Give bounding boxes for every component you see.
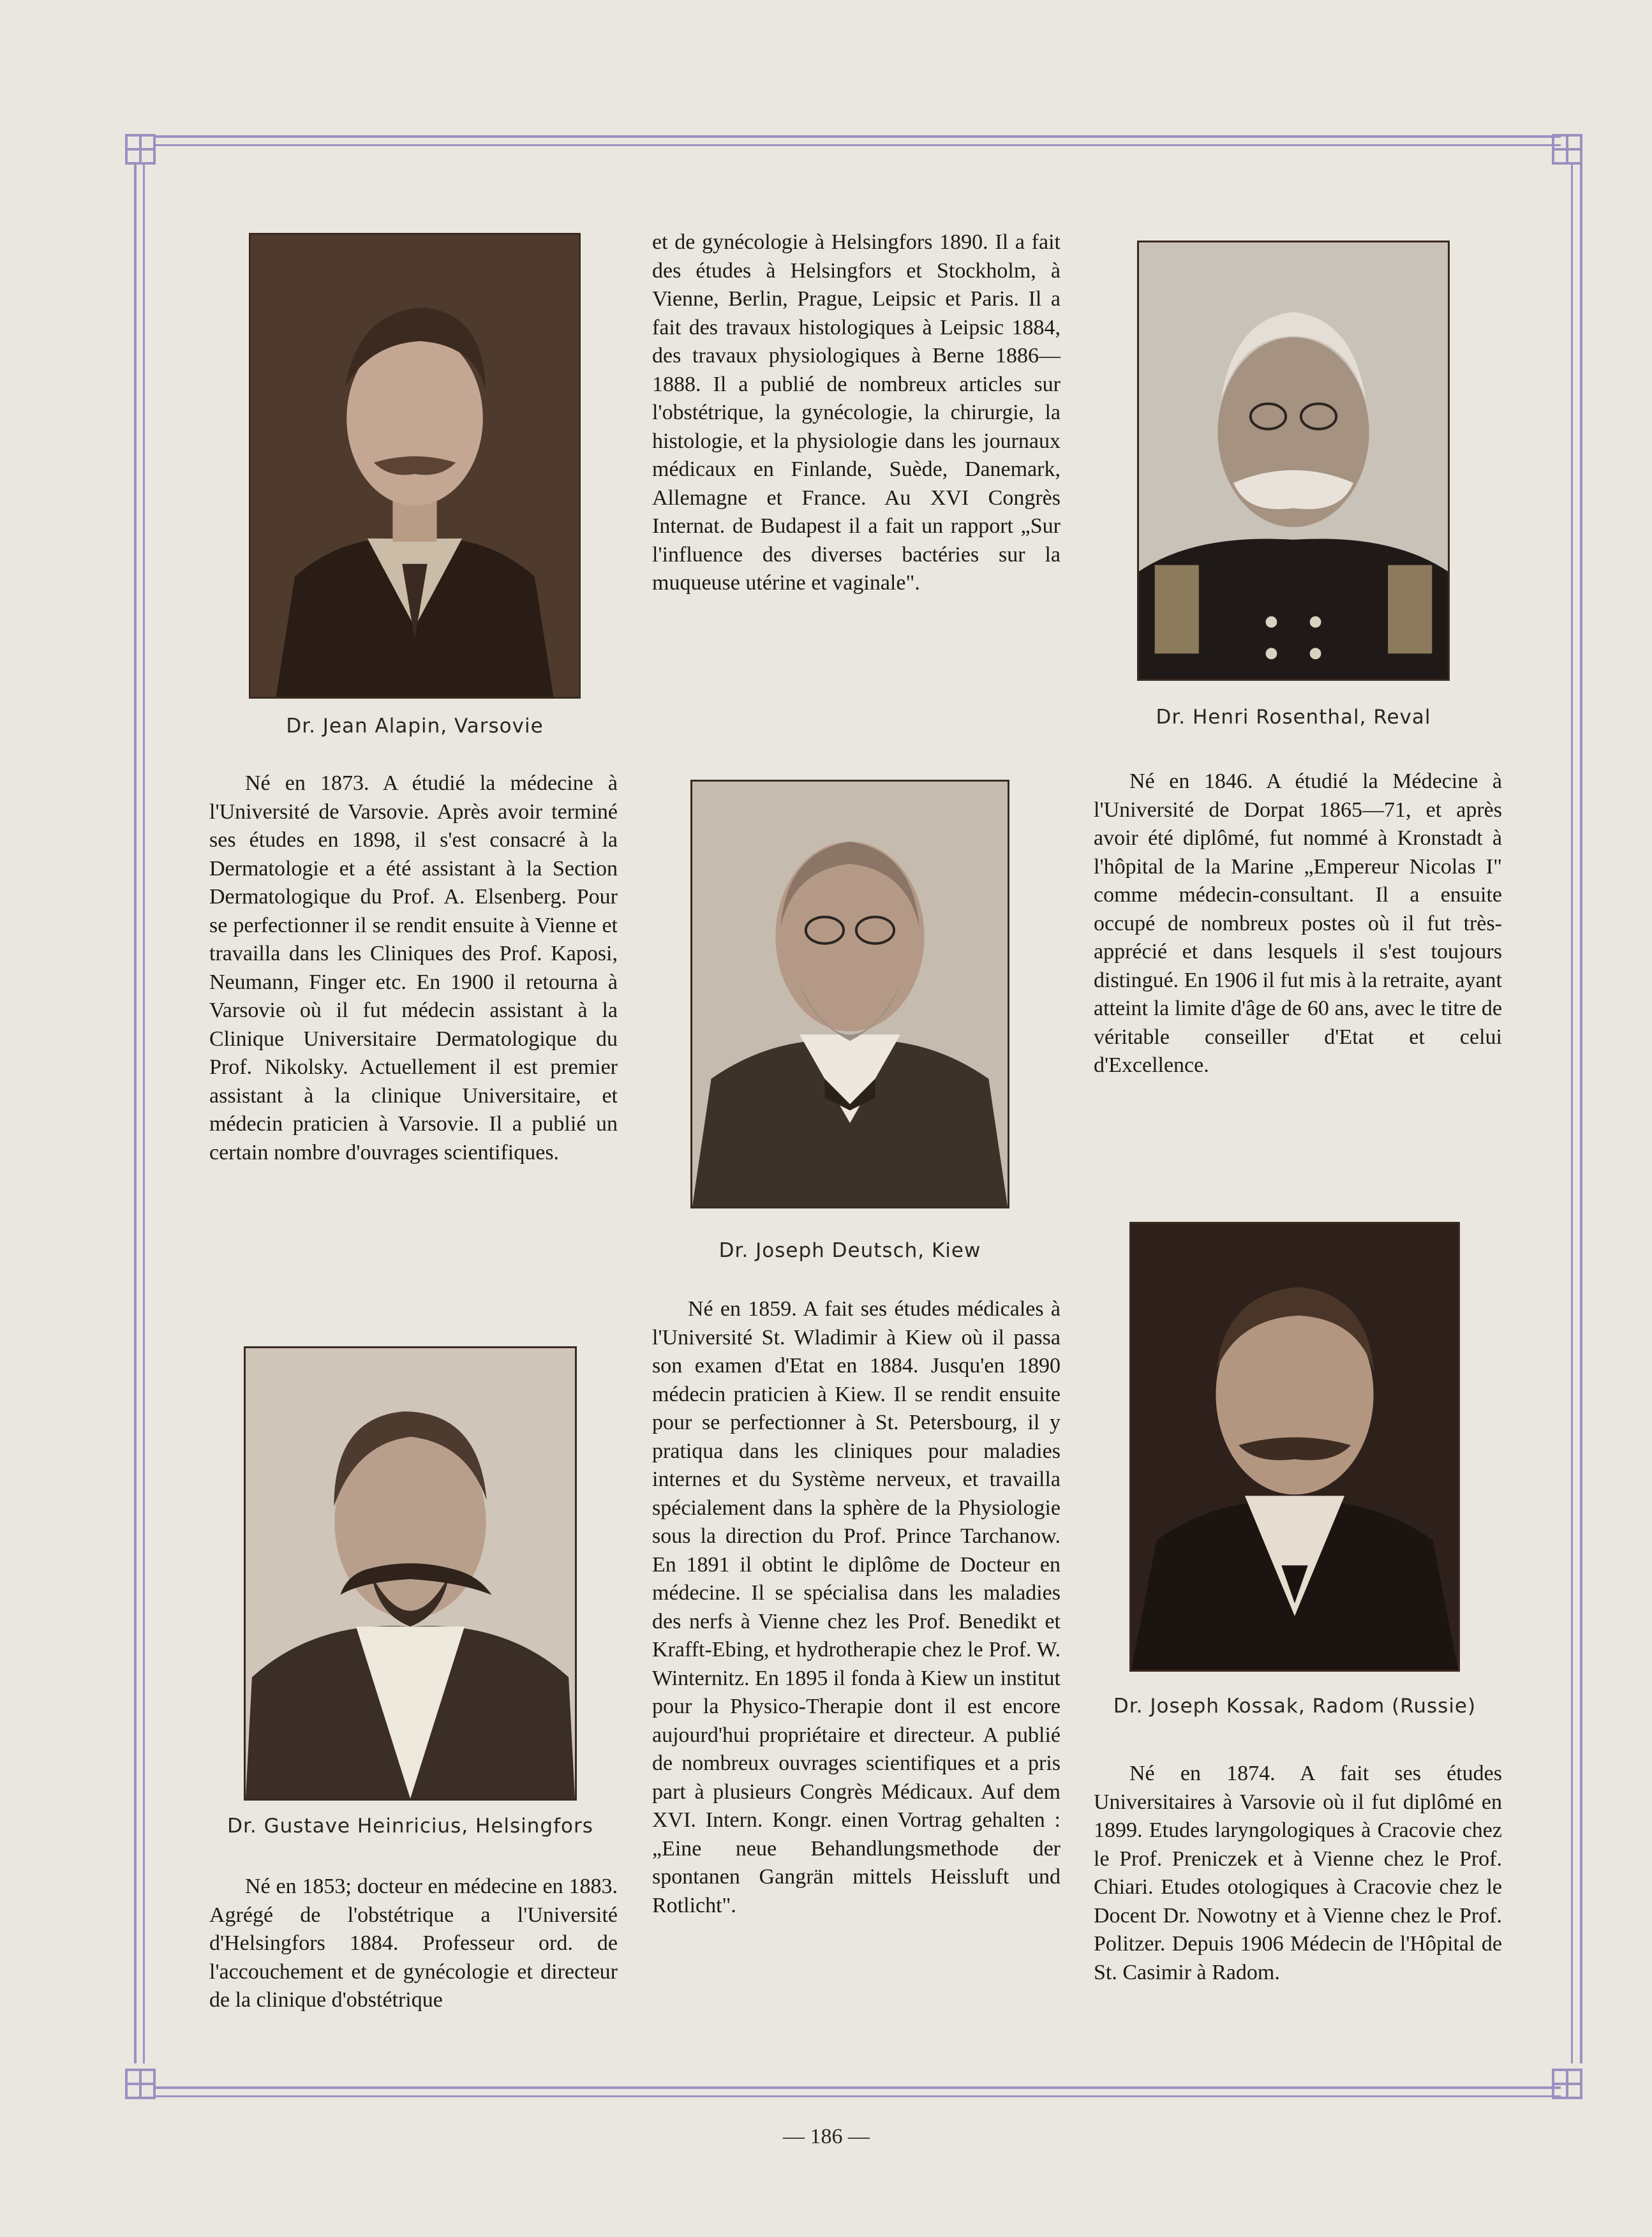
bio-rosenthal: Né en 1846. A étudié la Médecine à l'Université de Dorpat 1865—71, et après avoir été diplômé, fut nommé à Kronstadt à l'hôpital de la Marine „Empereur Nicolas I" comme médecin-consultant. Il a ensuite occupé de nombreux postes où il fut très-apprécié et dans lesquels il s'est toujours distingué. En 1906 il fut mis à la retraite, ayant atteint la limite d'âge de 60 ans, avec le titre de véritable conseiller d'Etat et celui d'Excellence.	[1094, 769, 1502, 1077]
portrait-rosenthal	[1137, 241, 1450, 681]
caption-deutsch: Dr. Joseph Deutsch, Kiew	[718, 1239, 981, 1262]
frame-left-line-outer	[134, 165, 137, 2063]
bio-heinricius: Né en 1853; docteur en médecine en 1883. Agrégé de l'obstétrique a l'Université d'Helsingfors 1884. Professeur ord. de l'accouchement et de gynécologie et directeur de la clinique d'obstétrique	[209, 1875, 618, 2012]
caption-alapin: Dr. Jean Alapin, Varsovie	[286, 715, 544, 738]
portrait-kossak	[1129, 1222, 1460, 1672]
frame-right-line-inner	[1580, 165, 1582, 2063]
caption-heinricius: Dr. Gustave Heinricius, Helsingfors	[227, 1815, 593, 1838]
page-number: — 186 —	[783, 2125, 870, 2148]
bio-deutsch: Né en 1859. A fait ses études médicales à l'Université St. Wladimir à Kiew où il passa son examen d'Etat en 1884. Jusqu'en 1890 médecin praticien à Kiew. Il se rendit ensuite pour se perfectionner à St. Petersbourg, il y pratiqua dans les cliniques pour maladies internes et du Système nerveux, et travailla spécialement dans la sphère de la Physiologie sous la direction du Prof. Prince Tarchanow. En 1891 il obtint le diplôme de Docteur en médecine. Il se spécialisa dans les maladies des nerfs à Vienne chez les Prof. Benedikt et Krafft-Ebing, et hydrotherapie chez le Prof. W. Winternitz. En 1895 il fonda à Kiew un institut pour la Physico-Therapie dont il est encore aujourd'hui propriétaire et directeur. A publié de nombreux ouvrages scientifiques et a pris part à plusieurs Congrès Médicaux. Auf dem XVI. Intern. Kongr. einen Vortrag gehalten : „Eine neue Behandlungsmethode der spontanen Gangrän mittels Heissluft und Rotlicht".	[652, 1297, 1060, 1917]
bio-alapin: Né en 1873. A étudié la médecine à l'Université de Varsovie. Après avoir terminé ses études en 1898, il s'est consacré à la Dermatologie et a été assistant à la Section Dermatologique du Prof. A. Elsenberg. Pour se perfectionner il se rendit ensuite à Vienne et travailla dans les Cliniques des Prof. Kaposi, Neumann, Finger etc. En 1900 il retourna à Varsovie où il fut médecin assistant à la Clinique Universitaire Dermatologique du Prof. Nikolsky. Actuellement il est premier assistant à la clinique Universitaire, et médecin praticien à Varsovie. Il a publié un certain nombre d'ouvrages scientifiques.	[209, 771, 618, 1164]
frame-bottom-line-inner	[156, 2095, 1561, 2097]
frame-right-line-outer	[1571, 165, 1573, 2063]
frame-corner-bottom-right	[1552, 2069, 1582, 2099]
frame-top-line-inner	[156, 144, 1561, 146]
frame-corner-top-right	[1552, 134, 1582, 165]
portrait-alapin	[249, 233, 581, 699]
frame-left-line-inner	[143, 165, 145, 2063]
bio-heinricius-continuation: et de gynécologie à Helsingfors 1890. Il a fait des études à Helsingfors et Stockholm, à Vienne, Berlin, Prague, Leipsic et Paris. Il a fait des travaux histologiques à Leipsic 1884, des travaux physiologiques à Berne 1886—1888. Il a publié de nombreux articles sur l'obstétrique, la gynécologie, la chirurgie, la histologie, et la physiologie dans les journaux médicaux en Finlande, Suède, Danemark, Allemagne et France. Au XVI Congrès Internat. de Budapest il a fait un rapport „Sur l'influence des diverses bactéries sur la muqueuse utérine et vaginale".	[652, 230, 1060, 595]
portrait-deutsch	[690, 780, 1009, 1208]
frame-corner-top-left	[125, 134, 156, 165]
bio-kossak: Né en 1874. A fait ses études Universitaires à Varsovie où il fut diplômé en 1899. Etudes laryngologiques à Cracovie chez le Prof. Preniczek et à Vienne chez le Prof. Chiari. Etudes otologiques à Cracovie chez le Docent Dr. Nowotny et à Vienne chez le Prof. Politzer. Depuis 1906 Médecin de l'Hôpital de St. Casimir à Radom.	[1094, 1762, 1502, 1984]
caption-rosenthal: Dr. Henri Rosenthal, Reval	[1156, 706, 1431, 729]
portrait-heinricius	[244, 1346, 577, 1801]
frame-corner-bottom-left	[125, 2069, 156, 2099]
frame-top-line-outer	[156, 135, 1561, 138]
frame-bottom-line-outer	[156, 2086, 1561, 2089]
caption-kossak: Dr. Joseph Kossak, Radom (Russie)	[1113, 1695, 1477, 1718]
